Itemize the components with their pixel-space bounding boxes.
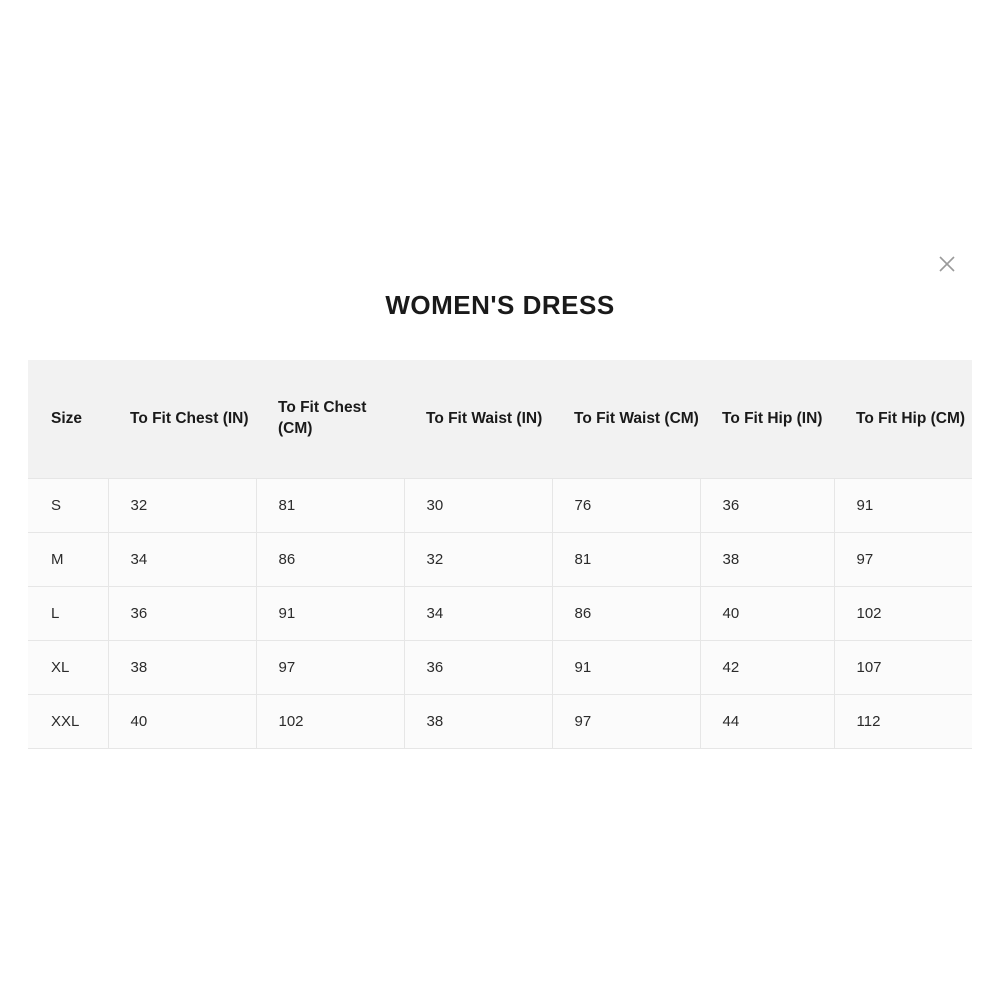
- page-title: WOMEN'S DRESS: [385, 290, 615, 320]
- table-row: [28, 586, 972, 640]
- cell-waist-in: 30: [404, 478, 552, 532]
- cell-chest-cm: 86: [256, 532, 404, 586]
- cell-chest-in: 40: [108, 694, 256, 748]
- cell-waist-in: 38: [404, 694, 552, 748]
- cell-hip-in: 40: [700, 586, 834, 640]
- column-header-chest-in: To Fit Chest (IN): [108, 360, 256, 478]
- table-row: [28, 640, 972, 694]
- cell-chest-in: 34: [108, 532, 256, 586]
- cell-chest-in: 36: [108, 586, 256, 640]
- cell-chest-in: 38: [108, 640, 256, 694]
- cell-chest-cm: 91: [256, 586, 404, 640]
- cell-waist-cm: 76: [552, 478, 700, 532]
- cell-chest-in: 32: [108, 478, 256, 532]
- cell-waist-cm: 97: [552, 694, 700, 748]
- column-header-hip-cm: To Fit Hip (CM): [834, 360, 972, 478]
- column-header-hip-in: To Fit Hip (IN): [700, 360, 834, 478]
- close-button[interactable]: [931, 248, 963, 280]
- cell-size: S: [28, 478, 108, 532]
- size-chart-table-wrapper: [28, 360, 972, 749]
- table-header-row: [28, 360, 972, 478]
- cell-hip-cm: 97: [834, 532, 972, 586]
- column-header-chest-cm: To Fit Chest (CM): [256, 360, 404, 478]
- cell-hip-cm: 91: [834, 478, 972, 532]
- cell-waist-in: 34: [404, 586, 552, 640]
- column-header-waist-cm: To Fit Waist (CM): [552, 360, 700, 478]
- cell-waist-cm: 86: [552, 586, 700, 640]
- cell-hip-in: 36: [700, 478, 834, 532]
- column-header-waist-in: To Fit Waist (IN): [404, 360, 552, 478]
- cell-waist-in: 32: [404, 532, 552, 586]
- table-body: [28, 478, 972, 748]
- cell-chest-cm: 102: [256, 694, 404, 748]
- cell-chest-cm: 97: [256, 640, 404, 694]
- cell-hip-in: 38: [700, 532, 834, 586]
- table-row: [28, 694, 972, 748]
- cell-size: M: [28, 532, 108, 586]
- cell-hip-cm: 112: [834, 694, 972, 748]
- size-chart-table: [28, 360, 972, 749]
- table-row: [28, 532, 972, 586]
- cell-waist-cm: 81: [552, 532, 700, 586]
- cell-size: L: [28, 586, 108, 640]
- column-header-size: Size: [28, 360, 108, 478]
- cell-hip-in: 44: [700, 694, 834, 748]
- cell-hip-cm: 107: [834, 640, 972, 694]
- cell-waist-cm: 91: [552, 640, 700, 694]
- cell-size: XL: [28, 640, 108, 694]
- cell-hip-in: 42: [700, 640, 834, 694]
- cell-size: XXL: [28, 694, 108, 748]
- table-header: [28, 360, 972, 478]
- close-icon: [935, 252, 959, 276]
- table-row: [28, 478, 972, 532]
- cell-waist-in: 36: [404, 640, 552, 694]
- cell-chest-cm: 81: [256, 478, 404, 532]
- cell-hip-cm: 102: [834, 586, 972, 640]
